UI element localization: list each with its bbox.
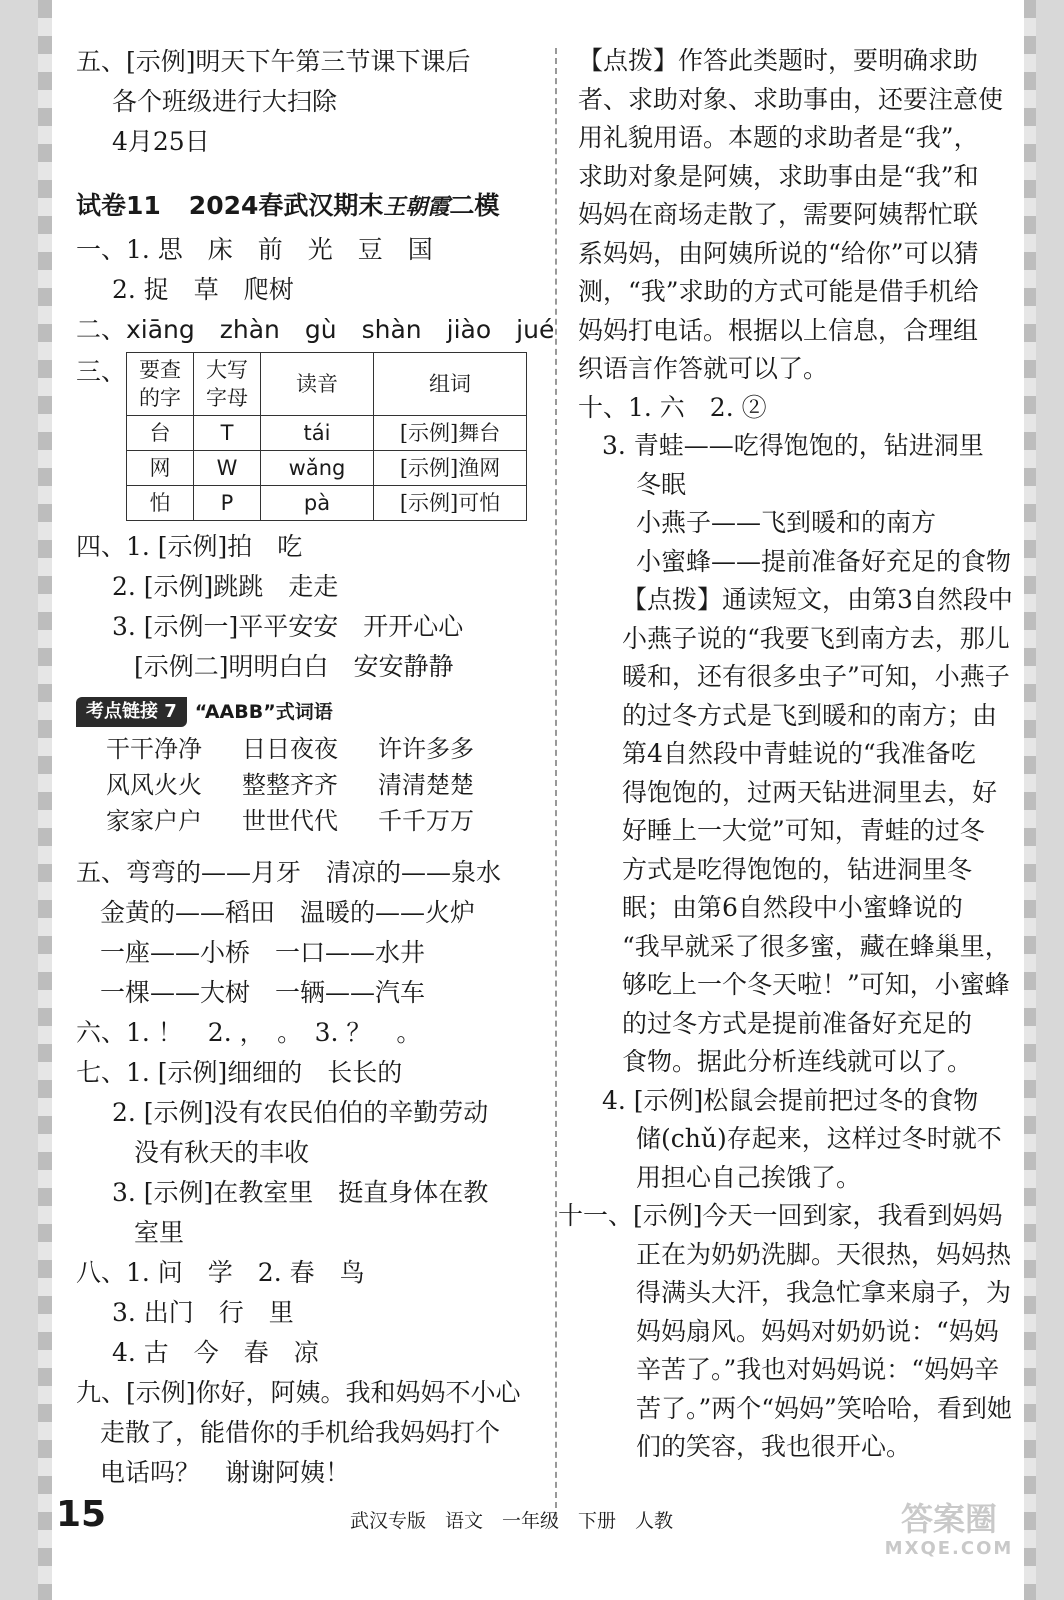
answer-line: 七、1. [示例]细细的 长长的 (76, 1058, 403, 1087)
answer-line: 妈妈扇风。妈妈对奶奶说：“妈妈 (636, 1316, 999, 1346)
answer-line: 十、1. 六 2. ② (578, 392, 767, 422)
answer-line: 走散了，能借你的手机给我妈妈打个 (100, 1418, 501, 1447)
table-cell: [示例]渔网 (374, 451, 527, 486)
table-cell: W (194, 451, 261, 486)
tip-line: 妈妈在商场走散了，需要阿姨帮忙联 (578, 200, 979, 229)
aabb-word-list (76, 731, 536, 839)
answer-line: 3. 青蛙——吃得饱饱的，钻进洞里 (602, 431, 984, 460)
answer-line: 小燕子——飞到暖和的南方 (636, 508, 937, 537)
table-header: 大写字母 (194, 353, 261, 416)
answer-line: 一棵——大树 一辆——汽车 (100, 978, 426, 1007)
answer-line: 用担心自己挨饿了。 (636, 1162, 862, 1192)
answer-line: 正在为奶奶洗脚。天很热，妈妈热 (636, 1239, 1012, 1269)
answer-line: 各个班级进行大扫除 (112, 87, 338, 116)
pinyin-answer-line: 二、xiāng zhàn gù shàn jiào jué (76, 315, 555, 344)
right-column (558, 42, 1026, 1467)
table-row (127, 451, 527, 486)
answer-line: 4. 古 今 春 凉 (112, 1338, 319, 1367)
answer-line: 五、[示例]明天下午第三节课下课后 (76, 47, 471, 76)
table-cell: 网 (127, 451, 194, 486)
page-number: 15 (56, 1494, 107, 1535)
tip-line: 妈妈打电话。根据以上信息，合理组 (578, 315, 979, 345)
answer-line: 没有秋天的丰收 (134, 1138, 310, 1167)
tip-line: 的过冬方式是飞到暖和的南方；由 (622, 700, 998, 730)
answer-line: 八、1. 问 学 2. 春 鸟 (76, 1258, 365, 1287)
tip-line: 用礼貌用语。本题的求助者是“我”， (578, 123, 979, 152)
list-item: 家家户户 (106, 807, 202, 835)
list-item: 日日夜夜 (242, 735, 338, 763)
tip-line: 食物。据此分析连线就可以了。 (622, 1047, 973, 1076)
answer-line: 一、1. 思 床 前 光 豆 国 (76, 235, 433, 264)
answer-line: 苦了。”两个“妈妈”笑哈哈，看到她 (636, 1393, 1012, 1423)
table-header: 要查的字 (127, 353, 194, 416)
list-item: 千千万万 (378, 807, 474, 835)
answer-line: 2. [示例]没有农民伯伯的辛勤劳动 (112, 1098, 489, 1127)
answer-line: 室里 (134, 1218, 185, 1247)
table-header: 读音 (261, 353, 374, 416)
character-lookup-table (126, 352, 527, 521)
watermark-url: MXQE.COM (884, 1538, 1014, 1559)
answer-line: 电话吗？ 谢谢阿姨！ (100, 1458, 351, 1487)
answer-line: 储(chǔ)存起来，这样过冬时就不 (636, 1124, 1002, 1153)
list-item: 风风火火 (106, 771, 202, 799)
tip-line: 测，“我”求助的方式可能是借手机给 (578, 277, 979, 306)
answer-line: 得满头大汗，我急忙拿来扇子，为 (636, 1278, 1012, 1307)
tip-line: 眠；由第6自然段中小蜜蜂说的 (622, 893, 963, 922)
tip-line: 暖和，还有很多虫子”可知，小燕子 (622, 662, 1010, 691)
table-cell: pà (261, 486, 374, 521)
exam-title: 试卷11 2024春武汉期末王朝霞二模 (76, 191, 500, 220)
tip-line: 求助对象是阿姨，求助事由是“我”和 (578, 161, 979, 191)
answer-line: 2. 捉 草 爬树 (112, 275, 294, 304)
tip-line: 系妈妈，由阿姨所说的“给你”可以猜 (578, 238, 979, 268)
page-frame-right (1024, 0, 1064, 1600)
table-header-row (127, 353, 527, 416)
tip-line: 【点拨】作答此类题时，要明确求助 (578, 46, 979, 75)
table-cell: 台 (127, 416, 194, 451)
knowledge-link-badge: 考点链接 7 (76, 697, 187, 727)
tip-line: 【点拨】通读短文，由第3自然段中 (622, 585, 1013, 614)
answer-line: 辛苦了。”我也对妈妈说：“妈妈辛 (636, 1355, 1000, 1384)
table-cell: [示例]舞台 (374, 416, 527, 451)
table-header: 组词 (374, 353, 527, 416)
watermark-text: 答案圈 (900, 1500, 997, 1538)
answer-line: 们的笑容，我也很开心。 (636, 1432, 912, 1461)
table-row (127, 416, 527, 451)
tip-line: 方式是吃得饱饱的，钻进洞里冬 (622, 854, 973, 884)
page-frame-left (0, 0, 52, 1600)
section-label: 三、 (76, 357, 127, 386)
answer-line: 小蜜蜂——提前准备好充足的食物 (636, 546, 1012, 576)
footer-caption: 武汉专版 语文 一年级 下册 人教 (350, 1510, 674, 1532)
table-cell: P (194, 486, 261, 521)
table-row (127, 486, 527, 521)
watermark-logo (864, 1500, 1034, 1570)
answer-line: 十一、[示例]今天一回到家，我看到妈妈 (558, 1201, 1003, 1230)
table-cell: 怕 (127, 486, 194, 521)
answer-line: [示例二]明明白白 安安静静 (134, 652, 454, 681)
answer-line: 金黄的——稻田 温暖的——火炉 (100, 898, 476, 927)
answer-line: 一座——小桥 一口——水井 (100, 938, 426, 967)
answer-line: 冬眠 (636, 469, 687, 499)
tip-line: 织语言作答就可以了。 (578, 354, 829, 383)
answer-line: 4月25日 (112, 127, 210, 156)
knowledge-link (76, 693, 536, 731)
knowledge-link-title: “AABB”式词语 (194, 701, 333, 723)
table-cell: [示例]可怕 (374, 486, 527, 521)
answer-line: 3. [示例]在教室里 挺直身体在教 (112, 1178, 489, 1207)
answer-line: 2. [示例]跳跳 走走 (112, 572, 339, 601)
answer-line: 六、1. ！ 2. ， 。 3. ？ 。 (76, 1018, 422, 1047)
tip-line: 小燕子说的“我要飞到南方去，那儿 (622, 623, 1010, 653)
tip-line: 者、求助对象、求助事由，还要注意使 (578, 84, 1004, 114)
list-item: 整整齐齐 (242, 771, 338, 799)
answer-line: 4. [示例]松鼠会提前把过冬的食物 (602, 1085, 979, 1115)
tip-line: 第4自然段中青蛙说的“我准备吃 (622, 739, 976, 768)
list-item: 许许多多 (378, 735, 474, 763)
answer-line: 四、1. [示例]拍 吃 (76, 532, 303, 561)
list-item: 世世代代 (242, 807, 338, 835)
table-cell: T (194, 416, 261, 451)
answer-line: 3. [示例一]平平安安 开开心心 (112, 612, 464, 641)
left-column (76, 42, 555, 1493)
table-cell: tái (261, 416, 374, 451)
list-item: 清清楚楚 (378, 771, 474, 799)
section-three (76, 352, 536, 521)
list-item: 干干净净 (106, 735, 202, 763)
answer-line: 九、[示例]你好，阿姨。我和妈妈不小心 (76, 1378, 521, 1407)
answer-line: 3. 出门 行 里 (112, 1298, 294, 1327)
tip-line: 够吃上一个冬天啦！”可知，小蜜蜂 (622, 970, 1010, 999)
column-divider (555, 48, 557, 1518)
tip-line: 得饱饱的，过两天钻进洞里去，好 (622, 777, 998, 807)
tip-line: 好睡上一大觉”可知，青蛙的过冬 (622, 816, 985, 845)
tip-line: “我早就采了很多蜜，藏在蜂巢里， (622, 931, 1010, 961)
table-cell: wǎng (261, 451, 374, 486)
tip-line: 的过冬方式是提前准备好充足的 (622, 1008, 973, 1038)
answer-line: 五、弯弯的——月牙 清凉的——泉水 (76, 858, 502, 887)
